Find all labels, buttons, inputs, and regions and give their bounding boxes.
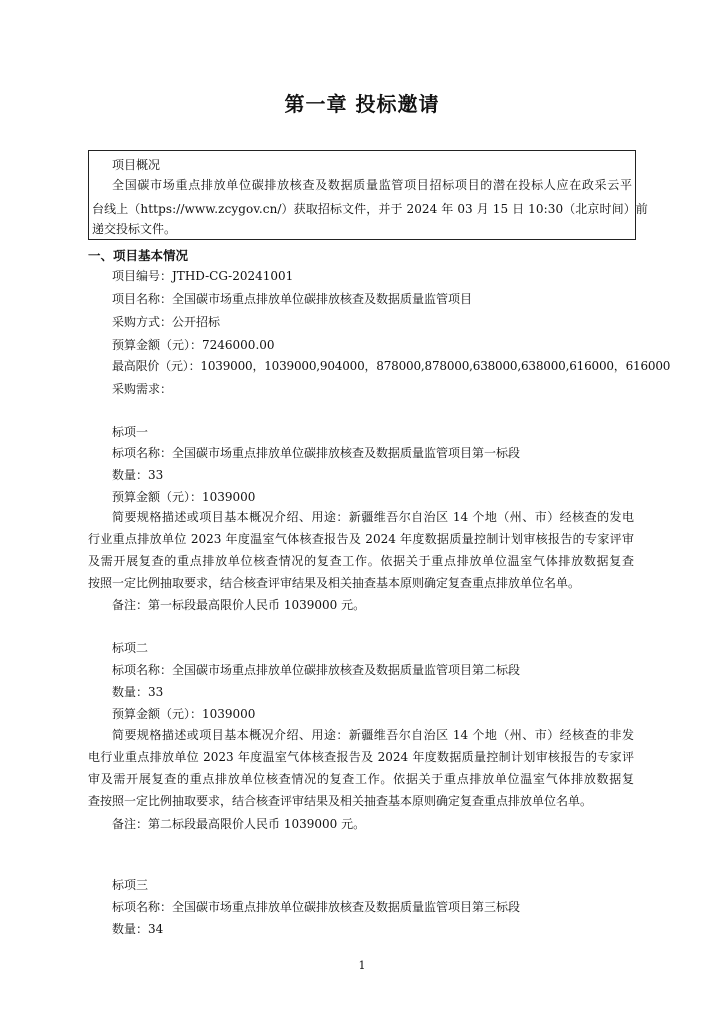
procurement-method: 采购方式：公开招标 [112,315,221,329]
lot-description-line: 简要规格描述或项目基本概况介绍、用途：新疆维吾尔自治区 14 个地（州、市）经核查的非发 [112,728,634,742]
lot-description-line: 按照一定比例抽取要求，结合核查评审结果及相关抽查基本原则确定复查重点排放单位名单。 [88,576,581,590]
overview-line-2: 台线上（https://www.zcygov.cn/）获取招标文件，并于 2024 年 03 月 15 日 10:30（北京时间）前 [92,202,648,216]
lot-description-line: 简要规格描述或项目基本概况介绍、用途：新疆维吾尔自治区 14 个地（州、市）经核查的发电 [112,510,634,524]
lot-heading: 标项三 [112,878,149,892]
project-number: 项目编号：JTHD-CG-20241001 [112,269,294,283]
lot-note: 备注：第一标段最高限价人民币 1039000 元。 [112,598,366,612]
lot-quantity: 数量：34 [112,922,164,936]
lot-budget: 预算金额（元）：1039000 [112,490,256,504]
lot-quantity: 数量：33 [112,468,164,482]
lot-description-line: 行业重点排放单位 2023 年度温室气体核查报告及 2024 年度数据质量控制计划审核报告的专家评审 [88,532,634,546]
section-heading: 一、项目基本情况 [88,248,189,263]
lot-description-line: 电行业重点排放单位 2023 年度温室气体核查报告及 2024 年度数据质量控制计划审核报告的专家评 [88,750,634,764]
lot-description-line: 审及需开展复查的重点排放单位核查情况的复查工作。依据关于重点排放单位温室气体排放数据复 [88,772,634,786]
project-name: 项目名称：全国碳市场重点排放单位碳排放核查及数据质量监管项目 [112,292,473,306]
lot-note: 备注：第二标段最高限价人民币 1039000 元。 [112,817,366,831]
lot-heading: 标项二 [112,641,149,655]
lot-name: 标项名称：全国碳市场重点排放单位碳排放核查及数据质量监管项目第二标段 [112,663,521,677]
page-number: 1 [358,959,366,972]
chapter-title: 第一章 投标邀请 [284,92,440,116]
lot-description-line: 查按照一定比例抽取要求，结合核查评审结果及相关抽查基本原则确定复查重点排放单位名单。 [88,794,593,808]
overview-heading: 项目概况 [112,158,161,172]
lot-quantity: 数量：33 [112,685,164,699]
lot-heading: 标项一 [112,425,149,439]
max-price: 最高限价（元）：1039000，1039000,904000，878000,878000,638000,638000,616000，616000 [112,359,671,373]
overview-line-3: 递交投标文件。 [92,222,177,236]
procurement-demand: 采购需求： [112,382,173,396]
lot-budget: 预算金额（元）：1039000 [112,707,256,721]
lot-name: 标项名称：全国碳市场重点排放单位碳排放核查及数据质量监管项目第三标段 [112,900,521,914]
lot-name: 标项名称：全国碳市场重点排放单位碳排放核查及数据质量监管项目第一标段 [112,446,521,460]
lot-description-line: 及需开展复查的重点排放单位核查情况的复查工作。依据关于重点排放单位温室气体排放数据复查 [88,554,634,568]
budget-amount: 预算金额（元）：7246000.00 [112,338,275,352]
overview-line-1: 全国碳市场重点排放单位碳排放核查及数据质量监管项目招标项目的潜在投标人应在政采云平 [112,178,632,192]
